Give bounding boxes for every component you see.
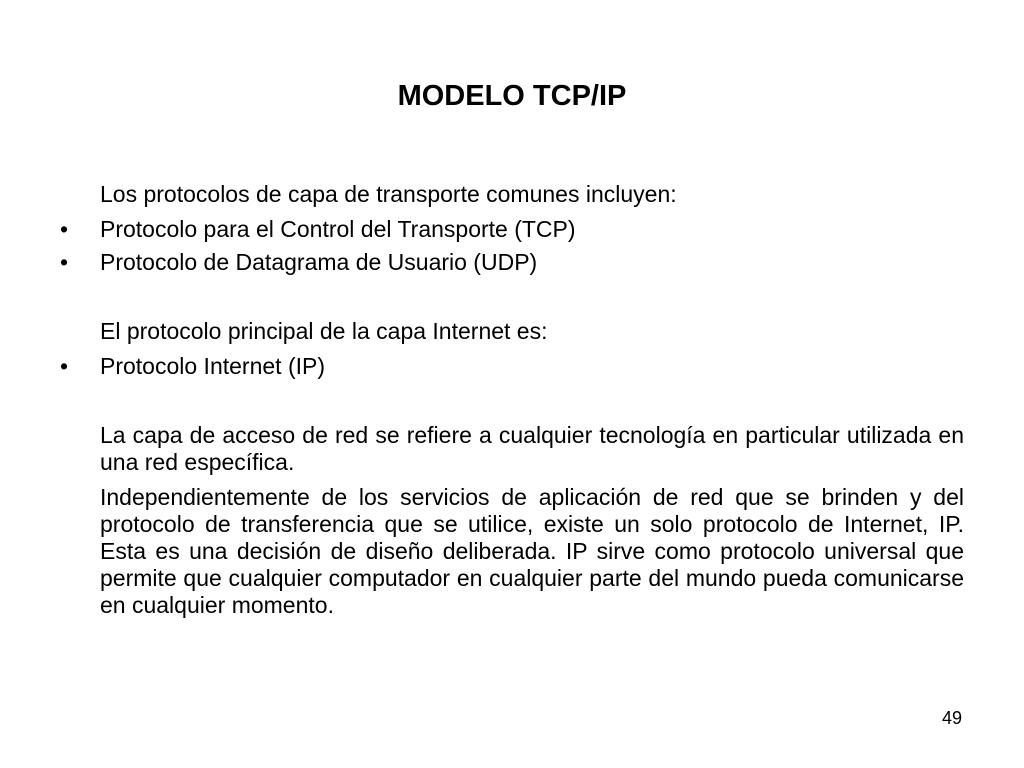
- bullet-icon: •: [60, 249, 69, 275]
- independence-paragraph: Independientemente de los servicios de aplicación de red que se brinden y del protocolo de transferencia que se utilice, existe un solo protocolo de Internet, IP. Esta es una decisión de diseño deliberada. IP sirve como protocolo universal que permite que cualquier computador en cualquier parte del mundo pueda comunicarse en cualquier momento.: [100, 484, 964, 618]
- list-item: [0, 246, 1024, 279]
- bullet-icon: •: [60, 353, 69, 379]
- internet-protocol-list: [0, 350, 1024, 383]
- protocol-tcp-text: Protocolo para el Control del Transporte (TCP): [100, 216, 576, 242]
- network-access-paragraph: La capa de acceso de red se refiere a cualquier tecnología en particular utilizada en una red específica.: [100, 422, 964, 475]
- protocol-ip-text: Protocolo Internet (IP): [100, 353, 325, 379]
- protocol-udp-text: Protocolo de Datagrama de Usuario (UDP): [100, 249, 538, 275]
- transport-protocol-list: [0, 213, 1024, 279]
- transport-intro-text: Los protocolos de capa de transporte comunes incluyen:: [100, 181, 677, 207]
- list-item: [0, 350, 1024, 383]
- page-number: 49: [941, 708, 962, 728]
- bullet-icon: •: [60, 216, 69, 242]
- slide-title: MODELO TCP/IP: [397, 80, 627, 112]
- list-item: [0, 213, 1024, 246]
- internet-intro-text: El protocolo principal de la capa Internet es:: [100, 318, 548, 344]
